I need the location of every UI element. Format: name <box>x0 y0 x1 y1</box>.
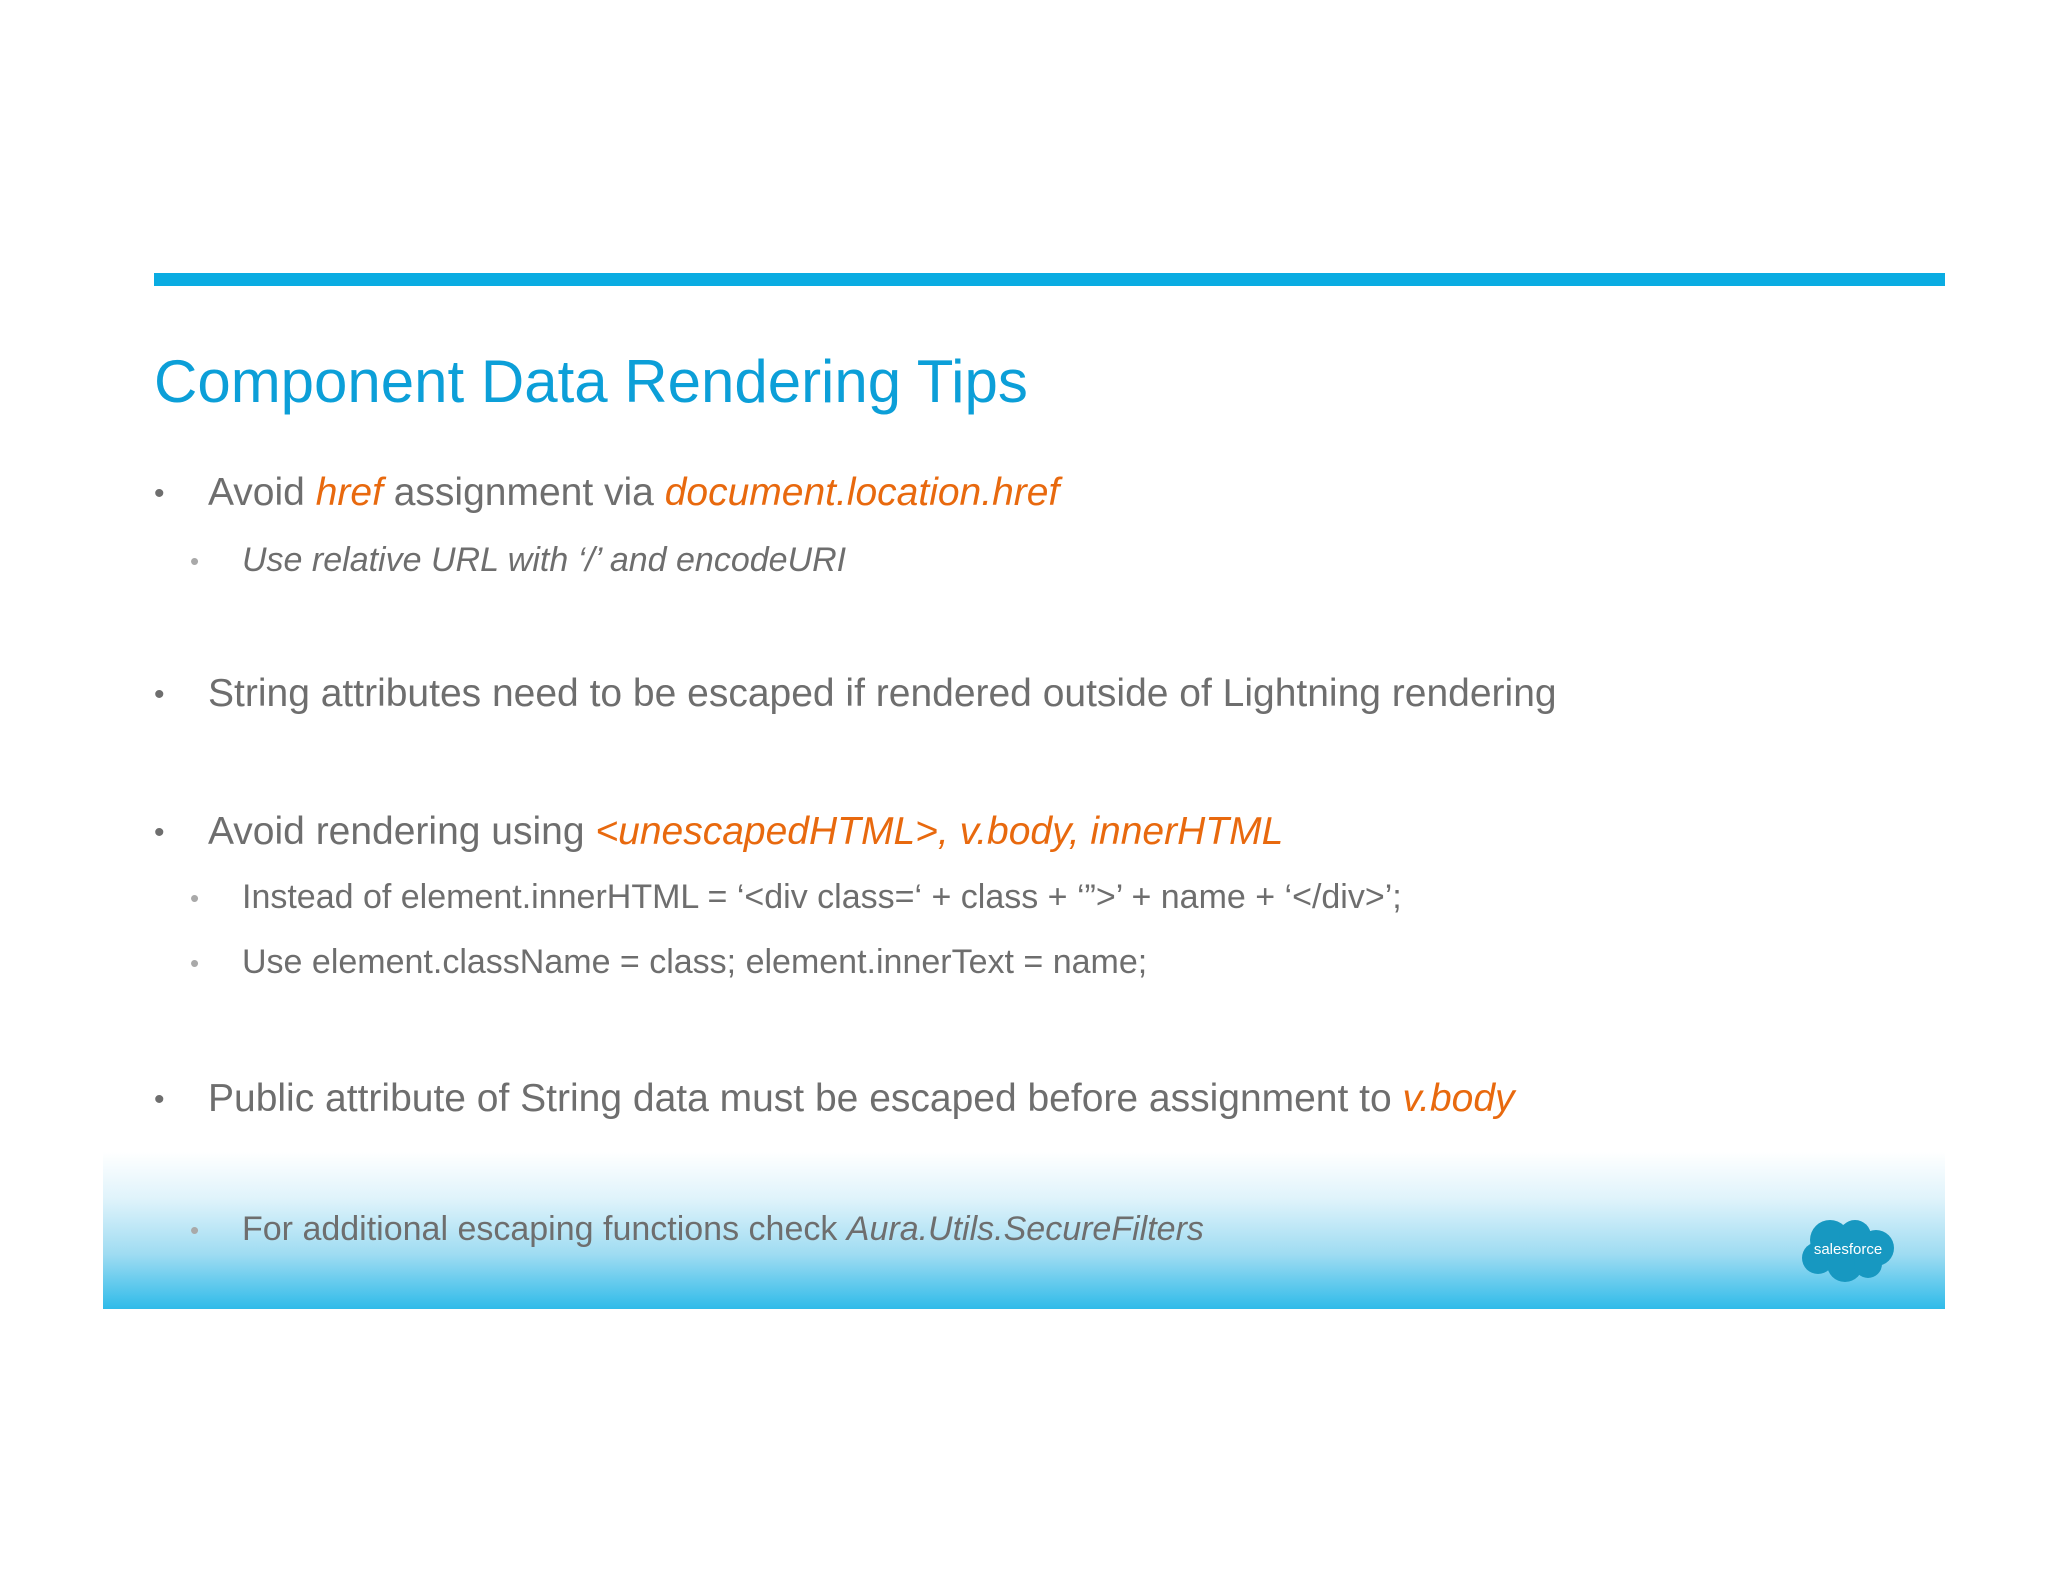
title-rule <box>154 273 1945 286</box>
bullet-dot: • <box>154 678 165 711</box>
salesforce-cloud-logo-icon <box>1800 1218 1896 1284</box>
sub-bullet-text: Instead of element.innerHTML = ‘<div class=‘ + class + ‘”>’ + name + ‘</div>’; <box>242 878 1402 916</box>
logo-label: salesforce <box>1813 1241 1883 1258</box>
bullet-text-part: Avoid rendering using <box>208 810 596 853</box>
bullet-dot: • <box>154 477 165 510</box>
bullet-text <box>208 1079 1515 1118</box>
bullet-text: String attributes need to be escaped if rendered outside of Lightning rendering <box>208 672 1557 715</box>
sub-bullet-text: Use element.className = class; element.innerText = name; <box>242 943 1148 981</box>
sub-bullet-dot: • <box>190 1215 200 1245</box>
bullet-text-part: For additional escaping functions check <box>242 1210 847 1248</box>
highlight-unescaped-html: <unescapedHTML>, v.body, innerHTML <box>595 810 1284 853</box>
bullet-text-part: assignment via <box>382 471 665 514</box>
bullet-dot: • <box>154 816 165 849</box>
highlight-document-location-href: document.location.href <box>664 471 1060 514</box>
sub-bullet-dot: • <box>190 948 200 978</box>
sub-bullet-text: Use relative URL with ‘/’ and encodeURI <box>242 541 847 579</box>
bullet-dot: • <box>154 1083 165 1116</box>
highlight-href: href <box>315 471 383 514</box>
sub-bullet-text <box>242 1212 1204 1246</box>
secure-filters-reference: Aura.Utils.SecureFilters <box>846 1210 1204 1248</box>
sub-bullet-dot: • <box>190 883 200 913</box>
bullet-text <box>208 473 1059 512</box>
highlight-v-body: v.body <box>1402 1077 1515 1120</box>
sub-bullet-dot: • <box>190 546 200 576</box>
bullet-text <box>208 812 1283 851</box>
bullet-text-part: Avoid <box>208 471 316 514</box>
slide-title: Component Data Rendering Tips <box>154 348 1028 415</box>
bullet-text-part: Public attribute of String data must be escaped before assignment to <box>208 1077 1403 1120</box>
